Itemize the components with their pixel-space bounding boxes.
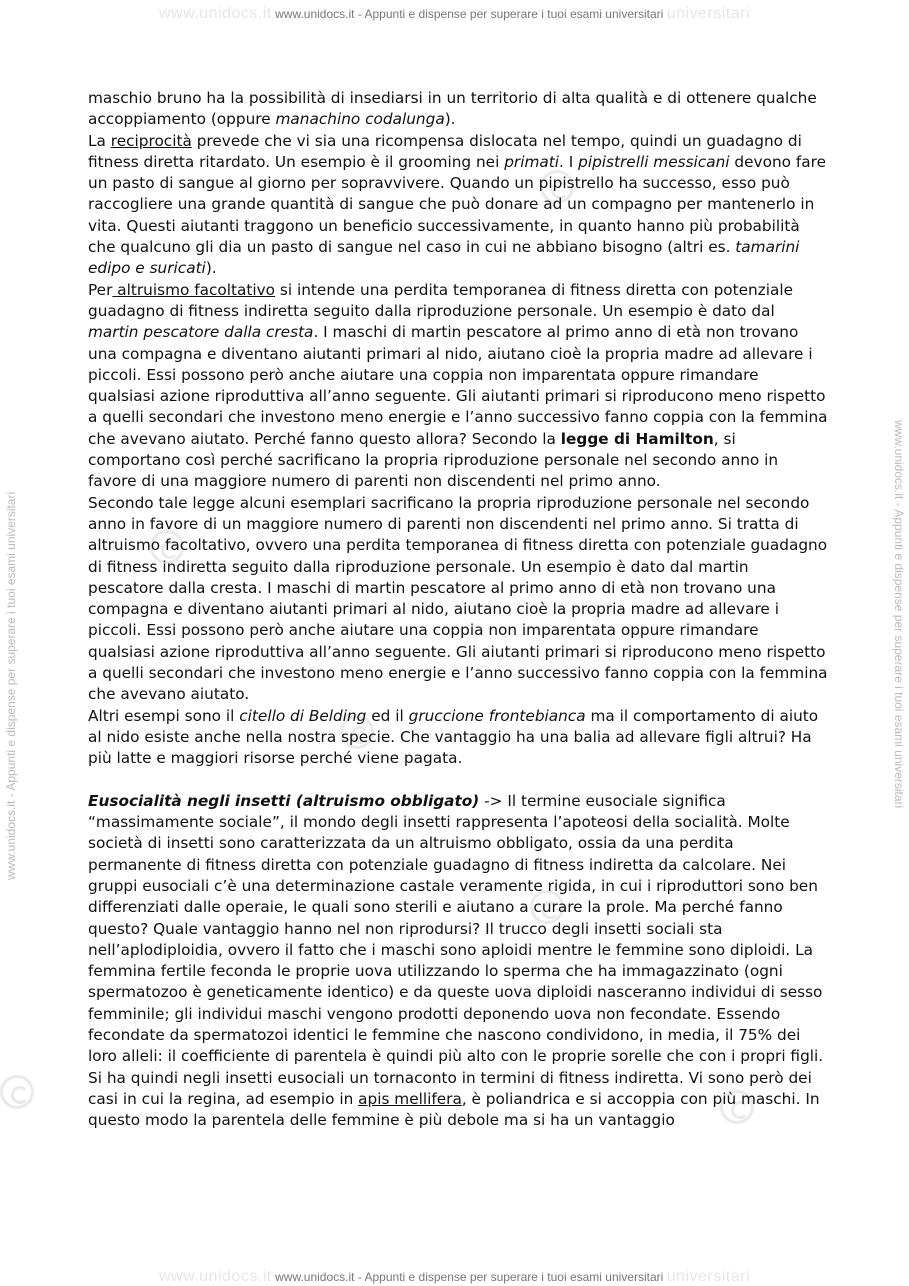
species-name: primati bbox=[504, 152, 559, 171]
section-heading-eusociality: Eusocialità negli insetti (altruismo obbligato) bbox=[88, 791, 480, 810]
species-name: gruccione frontebianca bbox=[408, 706, 586, 725]
text: ed il bbox=[366, 706, 409, 725]
species-name: martin pescatore dalla cresta bbox=[88, 323, 314, 342]
text: ). bbox=[205, 259, 217, 278]
text: ma il comportamento di aiuto al nido esiste anche nella nostra specie. Che vantaggio ha una balia ad allevare figli altrui? Ha più latte e maggiori risorse perché viene pagata. bbox=[88, 706, 819, 768]
left-side-watermark: www.unidocs.it - Appunti e dispense per superare i tuoi esami universitari bbox=[4, 491, 18, 880]
document-body bbox=[88, 88, 828, 1132]
text: . I maschi di martin pescatore al primo anno di età non trovano una compagna e diventano aiutanti primari al nido, aiutano cioè la propria madre ad allevare i piccoli. Essi possono però anche aiutare una coppia non imparentata oppure rimandare qualsiasi azione riproduttiva all’anno seguente. Gli aiutanti primari si riproducono meno rispetto a quelli secondari che investono meno energie e l’anno successivo fanno coppia con la femmina che avevano aiutato. Perché fanno questo allora? Secondo la bbox=[88, 323, 828, 448]
text: -> Il termine eusociale significa “massimamente sociale”, il mondo degli insetti rappresenta l’apoteosi della socialità. Molte società di insetti sono caratterizzata da un altruismo obbligato, ossia da una perdita permanente di fitness diretta con potenziale guadagno di fitness indiretta da calcolare. Nei gruppi eusociali c’è una determinazione castale veramente rigida, in cui i riproduttori sono ben differenziati dalle operaie, le quali sono sterili e aiutano a curare la prole. Ma perché fanno questo? Quale vantaggio hanno nel non riprodursi? Il trucco degli insetti sociali sta nell’aplodiploidia, ovvero il fatto che i maschi sono aploidi mentre le femmine sono diploidi. La femmina fertile feconda le proprie uova utilizzando lo sperma che ha immagazzinato (ogni spermatozoo è geneticamente identico) e da queste uova diploidi nasceranno individui di sesso femminile; gli individui maschi vengono prodotti deponendo uova non fecondate. Essendo fecondate da spermatozoi identici le femmine che nascono condividono, in media, il 75% dei loro alleli: il coefficiente di parentela è quindi più alto con le proprie sorelle che con i propri figli. Si ha quindi negli insetti eusociali un tornaconto in termini di fitness indiretta. Vi sono però dei casi in cui la regina, ad esempio in bbox=[88, 791, 824, 1108]
text: ). bbox=[444, 110, 456, 129]
species-name: pipistrelli messicani bbox=[578, 152, 730, 171]
species-name: manachino codalunga bbox=[275, 110, 445, 129]
species-name: citello di Belding bbox=[239, 706, 367, 725]
text: Secondo tale legge alcuni esemplari sacrificano la propria riproduzione personale nel secondo anno in favore di un maggiore numero di parenti non discendenti nel primo anno. Si tratta di altruismo facoltativo, ovvero una perdita temporanea di fitness diretta con potenziale guadagno di fitness indiretta seguito dalla riproduzione personale. Un esempio è dato dal martin pescatore dalla cresta. I maschi di martin pescatore al primo anno di età non trovano una compagna e diventano aiutanti primari al nido, aiutano cioè la propria madre ad allevare i piccoli. Essi possono però anche aiutare una coppia non imparentata oppure rimandare qualsiasi azione riproduttiva all’anno seguente. Gli aiutanti primari si riproducono meno rispetto a quelli secondari che investono meno energie e l’anno successivo fanno coppia con la femmina che avevano aiutato. bbox=[88, 493, 828, 704]
paragraph-facultative-altruism bbox=[88, 280, 828, 493]
term-facultative-altruism: altruismo facoltativo bbox=[112, 280, 276, 299]
header-watermark-ghost-left: www.unidocs.it bbox=[158, 5, 272, 22]
text: maschio bruno ha la possibilità di insediarsi in un territorio di alta qualità e di ottenere qualche accoppiamento (oppure bbox=[88, 89, 817, 129]
footer-watermark-text: www.unidocs.it - Appunti e dispense per superare i tuoi esami universitari bbox=[275, 1270, 664, 1284]
paragraph-eusociality bbox=[88, 791, 828, 1132]
paragraph-spacer bbox=[88, 770, 828, 791]
header-watermark-text: www.unidocs.it - Appunti e dispense per superare i tuoi esami universitari bbox=[275, 7, 664, 21]
text: . I bbox=[559, 152, 579, 171]
text: Altri esempi sono il bbox=[88, 706, 240, 725]
species-name: tamarini edipo e suricati bbox=[88, 238, 800, 278]
paragraph-hamilton-repeat bbox=[88, 493, 828, 706]
right-side-watermark: www.unidocs.it - Appunti e dispense per superare i tuoi esami universitari bbox=[892, 420, 906, 809]
text: Per bbox=[88, 280, 113, 299]
footer-watermark-ghost-left: www.unidocs.it bbox=[158, 1268, 272, 1285]
header-watermark-ghost-right: universitari bbox=[666, 5, 751, 22]
paragraph-reciprocity bbox=[88, 131, 828, 280]
text: La bbox=[88, 131, 111, 150]
term-reciprocity: reciprocità bbox=[110, 131, 192, 150]
header-watermark bbox=[0, 5, 909, 23]
term-hamilton-law: legge di Hamilton bbox=[560, 429, 714, 448]
paragraph-1 bbox=[88, 88, 828, 131]
species-name: apis mellifera bbox=[358, 1089, 462, 1108]
text: , è poliandrica e si accoppia con più maschi. In questo modo la parentela delle femmine è più debole ma si ha un vantaggio bbox=[88, 1089, 820, 1130]
footer-watermark-ghost-right: universitari bbox=[666, 1268, 751, 1285]
text: si intende una perdita temporanea di fitness diretta con potenziale guadagno di fitness indiretta seguito dalla riproduzione personale. Un esempio è dato dal bbox=[88, 280, 794, 320]
footer-watermark bbox=[0, 1268, 909, 1286]
watermark-logo-icon bbox=[0, 1075, 34, 1109]
text: devono fare un pasto di sangue al giorno per sopravvivere. Quando un pipistrello ha successo, esso può raccogliere una grande quantità di sangue che può donare ad un compagno per mantenerlo in vita. Questi aiutanti traggono un beneficio successivamente, in quanto hanno più probabilità che qualcuno gli dia un pasto di sangue nel caso in cui ne abbiano bisogno (altri es. bbox=[88, 152, 826, 257]
text: prevede che vi sia una ricompensa dislocata nel tempo, quindi un guadagno di fitness diretta ritardato. Un esempio è il grooming nei bbox=[88, 131, 802, 171]
paragraph-other-examples bbox=[88, 706, 828, 770]
text: , si comportano così perché sacrificano la propria riproduzione personale nel secondo anno in favore di una maggiore numero di parenti non discendenti nel primo anno. bbox=[88, 429, 779, 491]
